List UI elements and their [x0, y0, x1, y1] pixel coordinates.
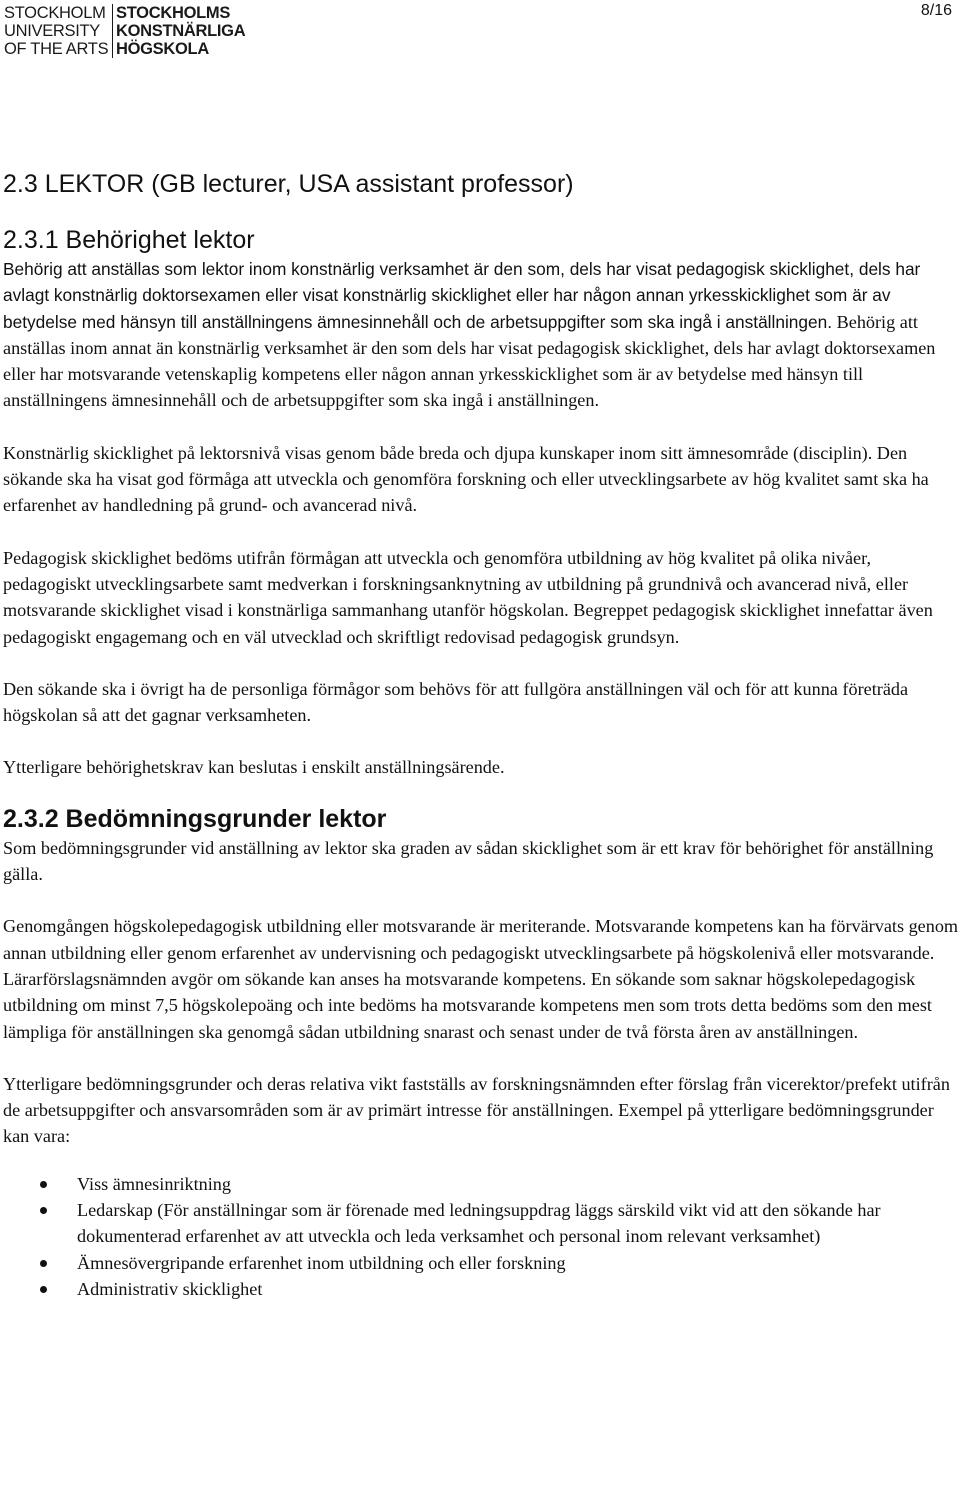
paragraph: Konstnärlig skicklighet på lektorsnivå visas genom både breda och djupa kunskaper inom sitt ämnesområde (disciplin). Den sökande ska ha visat god förmåga att utveckla och genomföra forskning och eller utvecklingsarbete av hög kvalitet samt ska ha erfarenhet av handledning på grund- och avancerad nivå. — [3, 442, 929, 516]
subsection-heading-behorighet: 2.3.1 Behörighet lektor — [3, 226, 255, 254]
page-number: 8/16 — [920, 2, 952, 19]
list-item: Administrativ skicklighet — [3, 1276, 960, 1302]
logo-text: UNIVERSITY — [4, 22, 101, 40]
paragraph: Ytterligare behörighetskrav kan beslutas i enskilt anställningsärende. — [3, 757, 505, 778]
paragraph: Pedagogisk skicklighet bedöms utifrån förmågan att utveckla och genomföra utbildning av hög kvalitet på olika nivåer, pedagogiskt utvecklingsarbete samt medverkan i forskningsanknytning av utbildning på grundnivå och avancerad nivå, eller motsvarande skicklighet visad i konstnärliga sammanhang utanför högskolan. Begreppet pedagogisk skicklighet innefattar även pedagogiskt engagemang och en väl utvecklad och skriftligt redovisad pedagogisk grundsyn. — [3, 547, 933, 647]
logo-text: OF THE ARTS — [4, 40, 109, 58]
logo-text: HÖGSKOLA — [112, 40, 209, 58]
paragraph — [3, 256, 960, 414]
logo-text: STOCKHOLM — [4, 4, 106, 22]
logo-text: KONSTNÄRLIGA — [112, 22, 245, 40]
list-item: Viss ämnesinriktning — [3, 1171, 960, 1197]
document-body — [3, 166, 960, 1302]
logo-text: STOCKHOLMS — [112, 4, 230, 22]
list-item: Ämnesövergripande erfarenhet inom utbildning och eller forskning — [3, 1250, 960, 1276]
paragraph-text: Behörig att anställas som lektor inom konstnärlig verksamhet är den som, dels har visat pedagogisk skicklighet, dels har avlagt konstnärlig doktorsexamen eller visat konstnärlig skicklighet eller har någon annan yrkesskicklighet som är av betydelse med hänsyn till anställningens ämnesinnehåll och de arbetsuppgifter som ska ingå i anställningen. — [3, 259, 921, 332]
section-heading: 2.3 LEKTOR (GB lecturer, USA assistant professor) — [3, 170, 574, 198]
list-item: Ledarskap (För anställningar som är förenade med ledningsuppdrag läggs särskild vikt vid att den sökande har dokumenterad erfarenhet av att utveckla och leda verksamhet och personal inom relevant verksamhet) — [3, 1197, 960, 1250]
paragraph: Genomgången högskolepedagogisk utbildning eller motsvarande är meriterande. Motsvarande kompetens kan ha förvärvats genom annan utbildning eller genom erfarenhet av undervisning och pedagogiskt utvecklingsarbete på högskolenivå eller motsvarande. Lärarförslagsnämnden avgör om sökande kan anses ha motsvarande kompetens. En sökande som saknar högskolepedagogisk utbildning om minst 7,5 högskolepoäng och inte bedöms ha motsvarande kompetens men som trots detta bedöms som den mest lämpliga för anställningen ska genomgå sådan utbildning snarast och senast under de två första åren av anställningen. — [3, 916, 959, 1042]
paragraph: Som bedömningsgrunder vid anställning av lektor ska graden av sådan skicklighet som är ett krav för behörighet för anställning gälla. — [3, 837, 934, 885]
paragraph-text: Behörig att anställas inom annat än konstnärlig verksamhet är den som dels har visat pedagogisk skicklighet, dels har avlagt doktorsexamen eller har motsvarande vetenskaplig kompetens eller någon annan yrkesskicklighet som är av betydelse med hänsyn till anställningens ämnesinnehåll och de arbetsuppgifter som ska ingå i anställningen. — [3, 311, 936, 411]
university-logo — [4, 4, 245, 58]
paragraph: Den sökande ska i övrigt ha de personliga förmågor som behövs för att fullgöra anställningen väl och för att kunna företräda högskolan så att det gagnar verksamheten. — [3, 678, 909, 726]
criteria-list — [3, 1171, 960, 1302]
subsection-heading-bedomningsgrunder: 2.3.2 Bedömningsgrunder lektor — [3, 804, 387, 833]
paragraph: Ytterligare bedömningsgrunder och deras relativa vikt fastställs av forskningsnämnden efter förslag från vicerektor/prefekt utifrån de arbetsuppgifter och ansvarsområden som är av primärt intresse för anställningen. Exempel på ytterligare bedömningsgrunder kan vara: — [3, 1073, 950, 1147]
